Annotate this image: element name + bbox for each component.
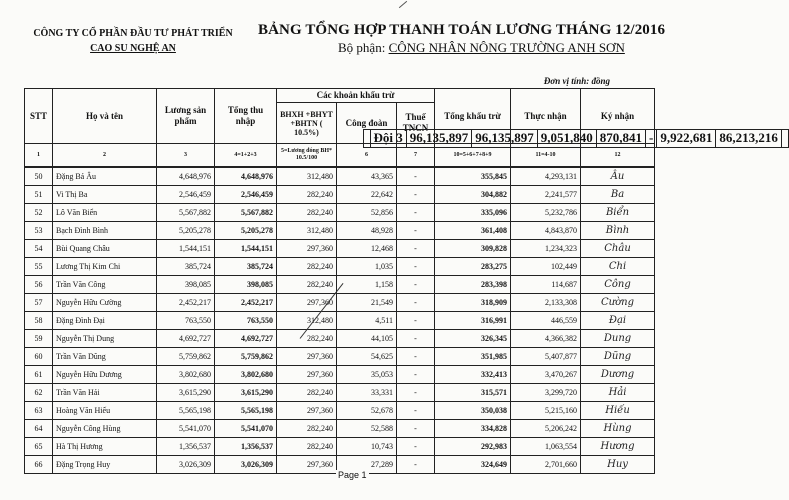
table-row: [25, 312, 655, 330]
row-tax: -: [397, 312, 435, 330]
group-insurance: 9,051,840: [537, 129, 596, 147]
row-total-income: 4,648,976: [215, 168, 277, 186]
formula-cell: 7: [397, 144, 435, 167]
group-tax: -: [646, 129, 657, 147]
row-salary: 385,724: [157, 258, 215, 276]
table-row: [25, 384, 655, 402]
row-net: 1,234,323: [511, 240, 581, 258]
table-row: [25, 222, 655, 240]
signature-mark: Chi: [581, 258, 655, 276]
table-row: [25, 258, 655, 276]
row-insurance: 312,480: [277, 168, 337, 186]
signature-mark: Hải: [581, 384, 655, 402]
signature-mark: Châu: [581, 240, 655, 258]
header-total-income: Tổng thu nhập: [215, 89, 277, 144]
row-stt: 58: [25, 312, 53, 330]
row-total-deduction: 292,983: [435, 438, 511, 456]
row-total-income: 3,802,680: [215, 366, 277, 384]
signature-mark: Hùng: [581, 420, 655, 438]
department-value: CÔNG NHÂN NÔNG TRƯỜNG ANH SƠN: [388, 40, 625, 55]
row-union: 48,928: [337, 222, 397, 240]
group-union: 870,841: [596, 129, 645, 147]
row-total-income: 5,205,278: [215, 222, 277, 240]
row-tax: -: [397, 420, 435, 438]
company-name: [28, 26, 238, 56]
table-row: [25, 240, 655, 258]
row-net: 5,407,877: [511, 348, 581, 366]
table-row: [25, 204, 655, 222]
table-row: [25, 294, 655, 312]
formula-cell: 6: [337, 144, 397, 167]
row-insurance: 297,360: [277, 402, 337, 420]
row-name: Trần Văn Dũng: [53, 348, 157, 366]
row-total-deduction: 283,398: [435, 276, 511, 294]
row-total-deduction: 334,828: [435, 420, 511, 438]
row-union: 27,289: [337, 456, 397, 474]
row-stt: 60: [25, 348, 53, 366]
row-union: 43,365: [337, 168, 397, 186]
header-deductions: Các khoản khấu trừ: [277, 89, 435, 103]
signature-mark: Hiếu: [581, 402, 655, 420]
row-tax: -: [397, 204, 435, 222]
row-salary: 1,356,537: [157, 438, 215, 456]
company-line-1: CÔNG TY CỔ PHẦN ĐẦU TƯ PHÁT TRIỂN: [33, 28, 233, 39]
row-insurance: 297,360: [277, 294, 337, 312]
row-net: 4,366,382: [511, 330, 581, 348]
row-total-income: 398,085: [215, 276, 277, 294]
row-total-income: 2,546,459: [215, 186, 277, 204]
row-tax: -: [397, 294, 435, 312]
row-union: 21,549: [337, 294, 397, 312]
row-name: Nguyễn Hữu Cường: [53, 294, 157, 312]
row-total-income: 5,567,882: [215, 204, 277, 222]
row-insurance: 282,240: [277, 186, 337, 204]
row-salary: 5,205,278: [157, 222, 215, 240]
row-net: 3,470,267: [511, 366, 581, 384]
row-tax: -: [397, 366, 435, 384]
signature-mark: Hương: [581, 438, 655, 456]
row-union: 54,625: [337, 348, 397, 366]
group-total-row: [363, 129, 789, 148]
row-union: 12,468: [337, 240, 397, 258]
row-insurance: 282,240: [277, 276, 337, 294]
row-net: 5,232,786: [511, 204, 581, 222]
row-stt: 57: [25, 294, 53, 312]
row-insurance: 297,360: [277, 348, 337, 366]
row-total-deduction: 316,991: [435, 312, 511, 330]
payroll-table: [24, 88, 778, 474]
signature-mark: Huy: [581, 456, 655, 474]
row-salary: 2,452,217: [157, 294, 215, 312]
row-salary: 398,085: [157, 276, 215, 294]
row-insurance: 312,480: [277, 312, 337, 330]
table-row: [25, 402, 655, 420]
signature-mark: Ba: [581, 186, 655, 204]
row-insurance: 297,360: [277, 366, 337, 384]
table-row: [25, 276, 655, 294]
signature-mark: Công: [581, 276, 655, 294]
row-tax: -: [397, 456, 435, 474]
signature-mark: Dương: [581, 366, 655, 384]
row-name: Bạch Đình Bình: [53, 222, 157, 240]
table-row: [25, 420, 655, 438]
header-signature: Ký nhận: [581, 89, 655, 144]
row-total-income: 1,544,151: [215, 240, 277, 258]
group-total-deduction: 9,922,681: [657, 129, 716, 147]
row-total-deduction: 283,275: [435, 258, 511, 276]
row-union: 44,105: [337, 330, 397, 348]
header-net: Thực nhận: [511, 89, 581, 144]
row-union: 52,856: [337, 204, 397, 222]
row-total-deduction: 335,096: [435, 204, 511, 222]
row-total-income: 2,452,217: [215, 294, 277, 312]
formula-cell: 4=1+2+3: [215, 144, 277, 167]
document-title: BẢNG TỔNG HỢP THANH TOÁN LƯƠNG THÁNG 12/2016: [258, 22, 666, 38]
formula-cell: 3: [157, 144, 215, 167]
row-tax: -: [397, 330, 435, 348]
row-tax: -: [397, 384, 435, 402]
department-label: Bộ phận:: [338, 40, 386, 55]
row-insurance: 282,240: [277, 438, 337, 456]
row-total-deduction: 361,408: [435, 222, 511, 240]
row-insurance: 282,240: [277, 384, 337, 402]
row-net: 2,701,660: [511, 456, 581, 474]
row-insurance: 297,360: [277, 456, 337, 474]
page-number: Page 1: [338, 470, 367, 480]
row-tax: -: [397, 222, 435, 240]
row-name: Đặng Đình Đại: [53, 312, 157, 330]
signature-mark: Cường: [581, 294, 655, 312]
row-name: Lô Văn Biển: [53, 204, 157, 222]
row-net: 3,299,720: [511, 384, 581, 402]
row-union: 33,331: [337, 384, 397, 402]
row-name: Nguyễn Hữu Dương: [53, 366, 157, 384]
row-total-income: 5,541,070: [215, 420, 277, 438]
row-salary: 5,759,862: [157, 348, 215, 366]
group-net: 86,213,216: [716, 129, 782, 147]
row-total-income: 5,759,862: [215, 348, 277, 366]
row-union: 10,743: [337, 438, 397, 456]
row-total-deduction: 326,345: [435, 330, 511, 348]
row-net: 4,843,870: [511, 222, 581, 240]
row-total-deduction: 355,845: [435, 168, 511, 186]
currency-unit: Đơn vị tính: đồng: [543, 76, 610, 86]
row-tax: -: [397, 186, 435, 204]
formula-cell: 10=5+6+7+8+9: [435, 144, 511, 167]
header-union: Công đoàn: [337, 103, 397, 144]
row-total-income: 385,724: [215, 258, 277, 276]
signature-mark: Dũng: [581, 348, 655, 366]
formula-cell: 12: [581, 144, 655, 167]
row-name: Hà Thị Hương: [53, 438, 157, 456]
row-total-income: 763,550: [215, 312, 277, 330]
table-row: [25, 366, 655, 384]
row-union: 1,035: [337, 258, 397, 276]
signature-mark: Bình: [581, 222, 655, 240]
group-salary: 96,135,897: [406, 129, 472, 147]
row-tax: -: [397, 258, 435, 276]
row-name: Nguyễn Công Hùng: [53, 420, 157, 438]
row-net: 114,687: [511, 276, 581, 294]
row-total-deduction: 318,909: [435, 294, 511, 312]
row-stt: 61: [25, 366, 53, 384]
row-name: Vi Thị Ba: [53, 186, 157, 204]
row-total-income: 5,565,198: [215, 402, 277, 420]
row-stt: 56: [25, 276, 53, 294]
row-stt: 55: [25, 258, 53, 276]
table-row: [25, 438, 655, 456]
row-stt: 51: [25, 186, 53, 204]
table-row: [25, 330, 655, 348]
header-stt: STT: [25, 89, 53, 144]
row-total-income: 1,356,537: [215, 438, 277, 456]
pen-mark: [399, 1, 407, 8]
row-stt: 52: [25, 204, 53, 222]
formula-cell: 2: [53, 144, 157, 167]
row-total-income: 3,615,290: [215, 384, 277, 402]
formula-cell: 11=4-10: [511, 144, 581, 167]
row-tax: -: [397, 240, 435, 258]
row-tax: -: [397, 348, 435, 366]
row-name: Lương Thị Kim Chi: [53, 258, 157, 276]
row-stt: 65: [25, 438, 53, 456]
row-total-deduction: 304,882: [435, 186, 511, 204]
row-total-income: 4,692,727: [215, 330, 277, 348]
formula-cell: 5=Lương đóng BH* 10.5/100: [277, 144, 337, 167]
row-stt: 66: [25, 456, 53, 474]
signature-mark: Đại: [581, 312, 655, 330]
group-name: Đội 3: [370, 129, 406, 147]
row-salary: 4,648,976: [157, 168, 215, 186]
row-stt: 62: [25, 384, 53, 402]
row-insurance: 297,360: [277, 240, 337, 258]
row-union: 52,588: [337, 420, 397, 438]
row-name: Nguyễn Thị Dung: [53, 330, 157, 348]
group-signature: [781, 129, 788, 147]
row-total-deduction: 324,649: [435, 456, 511, 474]
row-name: Hoàng Văn Hiếu: [53, 402, 157, 420]
row-union: 35,053: [337, 366, 397, 384]
row-net: 5,206,242: [511, 420, 581, 438]
row-tax: -: [397, 276, 435, 294]
row-tax: -: [397, 438, 435, 456]
header-salary: Lương sản phẩm: [157, 89, 215, 144]
row-name: Đặng Trọng Huy: [53, 456, 157, 474]
formula-cell: 1: [25, 144, 53, 167]
signature-mark: Dung: [581, 330, 655, 348]
group-total-income: 96,135,897: [472, 129, 538, 147]
row-net: 1,063,554: [511, 438, 581, 456]
row-salary: 3,802,680: [157, 366, 215, 384]
row-name: Trần Văn Công: [53, 276, 157, 294]
row-tax: -: [397, 402, 435, 420]
company-line-2: CAO SU NGHỆ AN: [90, 43, 176, 54]
table-row: [25, 168, 655, 186]
row-stt: 64: [25, 420, 53, 438]
row-net: 102,449: [511, 258, 581, 276]
row-name: Bùi Quang Châu: [53, 240, 157, 258]
row-stt: 59: [25, 330, 53, 348]
row-insurance: 282,240: [277, 258, 337, 276]
row-stt: 54: [25, 240, 53, 258]
header-insurance: BHXH +BHYT +BHTN ( 10.5%): [277, 103, 337, 144]
row-salary: 5,565,198: [157, 402, 215, 420]
row-net: 2,133,308: [511, 294, 581, 312]
signature-mark: Biển: [581, 204, 655, 222]
row-insurance: 312,480: [277, 222, 337, 240]
row-total-deduction: 332,413: [435, 366, 511, 384]
row-net: 446,559: [511, 312, 581, 330]
row-total-deduction: 351,985: [435, 348, 511, 366]
row-salary: 2,546,459: [157, 186, 215, 204]
table-row: [25, 186, 655, 204]
row-stt: 50: [25, 168, 53, 186]
header-name: Họ và tên: [53, 89, 157, 144]
row-tax: -: [397, 168, 435, 186]
row-total-income: 3,026,309: [215, 456, 277, 474]
table-row: [25, 348, 655, 366]
header-total-deduction: Tổng khấu trừ: [435, 89, 511, 144]
department-line: [338, 40, 625, 56]
row-union: 52,678: [337, 402, 397, 420]
row-net: 4,293,131: [511, 168, 581, 186]
row-salary: 1,544,151: [157, 240, 215, 258]
row-net: 2,241,577: [511, 186, 581, 204]
row-salary: 4,692,727: [157, 330, 215, 348]
row-union: 22,642: [337, 186, 397, 204]
row-union: 1,158: [337, 276, 397, 294]
row-salary: 3,026,309: [157, 456, 215, 474]
row-name: Trần Văn Hải: [53, 384, 157, 402]
row-salary: 3,615,290: [157, 384, 215, 402]
row-salary: 5,567,882: [157, 204, 215, 222]
row-insurance: 282,240: [277, 330, 337, 348]
row-total-deduction: 350,038: [435, 402, 511, 420]
row-salary: 763,550: [157, 312, 215, 330]
row-net: 5,215,160: [511, 402, 581, 420]
row-insurance: 282,240: [277, 420, 337, 438]
row-salary: 5,541,070: [157, 420, 215, 438]
row-total-deduction: 315,571: [435, 384, 511, 402]
row-stt: 53: [25, 222, 53, 240]
group-stt: [363, 129, 370, 147]
row-stt: 63: [25, 402, 53, 420]
header-tax: Thuế TNCN: [397, 103, 435, 144]
row-insurance: 282,240: [277, 204, 337, 222]
row-union: 4,511: [337, 312, 397, 330]
row-name: Đặng Bá Âu: [53, 168, 157, 186]
signature-mark: Âu: [581, 168, 655, 186]
row-total-deduction: 309,828: [435, 240, 511, 258]
